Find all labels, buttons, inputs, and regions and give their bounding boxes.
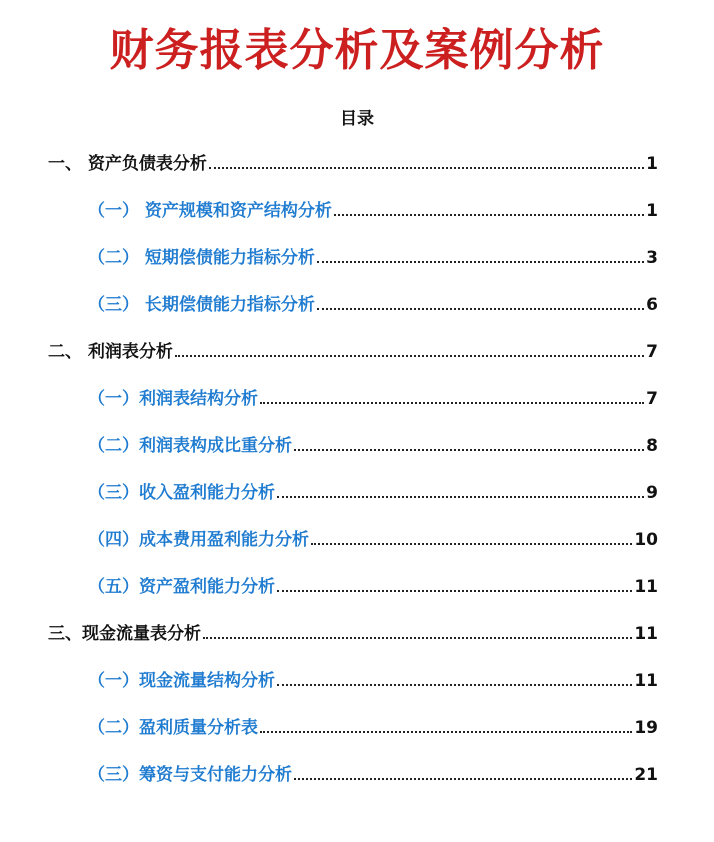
toc-entry[interactable]: [88, 759, 658, 785]
toc-entry[interactable]: [88, 712, 658, 738]
toc-entry-page: 1: [646, 154, 658, 174]
toc-entry-page: 10: [634, 530, 658, 550]
toc-entry[interactable]: [88, 524, 658, 550]
dot-leader: [294, 778, 632, 780]
toc-entry[interactable]: [88, 430, 658, 456]
dot-leader: [260, 402, 644, 404]
toc-entry[interactable]: [88, 195, 658, 221]
dot-leader: [317, 308, 644, 310]
toc-entry-label: 三、现金流量表分析: [48, 624, 201, 644]
toc-entry-page: 7: [646, 389, 658, 409]
toc-entry-label: （五）资产盈利能力分析: [88, 577, 275, 597]
dot-leader: [277, 496, 644, 498]
toc-entry-label: （四）成本费用盈利能力分析: [88, 530, 309, 550]
toc-entry[interactable]: [88, 289, 658, 315]
toc-entry-page: 9: [646, 483, 658, 503]
toc-entry-label: （二）盈利质量分析表: [88, 718, 258, 738]
dot-leader: [203, 637, 632, 639]
toc-entry-label: （二）利润表构成比重分析: [88, 436, 292, 456]
dot-leader: [175, 355, 644, 357]
dot-leader: [317, 261, 644, 263]
toc-entry-label: （一） 资产规模和资产结构分析: [88, 201, 332, 221]
dot-leader: [277, 684, 632, 686]
dot-leader: [277, 590, 632, 592]
toc-entry[interactable]: [48, 148, 658, 174]
dot-leader: [334, 214, 644, 216]
document-title: 财务报表分析及案例分析: [109, 25, 605, 76]
dot-leader: [311, 543, 632, 545]
toc-entry-label: （一）利润表结构分析: [88, 389, 258, 409]
toc-entry-page: 21: [634, 765, 658, 785]
dot-leader: [294, 449, 644, 451]
toc-entry-label: （三） 长期偿债能力指标分析: [88, 295, 315, 315]
dot-leader: [260, 731, 632, 733]
toc-entry-page: 3: [646, 248, 658, 268]
toc-entry-page: 11: [634, 671, 658, 691]
toc-entry[interactable]: [88, 477, 658, 503]
toc-entry[interactable]: [48, 618, 658, 644]
toc-entry-page: 19: [634, 718, 658, 738]
toc-entry[interactable]: [88, 242, 658, 268]
toc-entry[interactable]: [88, 665, 658, 691]
toc-entry-label: 二、 利润表分析: [48, 342, 173, 362]
toc-entry-page: 11: [634, 577, 658, 597]
toc-entry-page: 1: [646, 201, 658, 221]
toc-heading: 目录: [340, 109, 374, 129]
toc-entry-label: 一、 资产负债表分析: [48, 154, 207, 174]
toc-entry[interactable]: [88, 383, 658, 409]
toc-entry-page: 11: [634, 624, 658, 644]
toc-entry-label: （一）现金流量结构分析: [88, 671, 275, 691]
toc-entry-page: 6: [646, 295, 658, 315]
toc-entry-page: 7: [646, 342, 658, 362]
toc-entry-label: （三）收入盈利能力分析: [88, 483, 275, 503]
dot-leader: [209, 167, 644, 169]
toc-entry-page: 8: [646, 436, 658, 456]
toc-entry-label: （三）筹资与支付能力分析: [88, 765, 292, 785]
toc-entry[interactable]: [48, 336, 658, 362]
toc-entry[interactable]: [88, 571, 658, 597]
toc-entry-label: （二） 短期偿债能力指标分析: [88, 248, 315, 268]
